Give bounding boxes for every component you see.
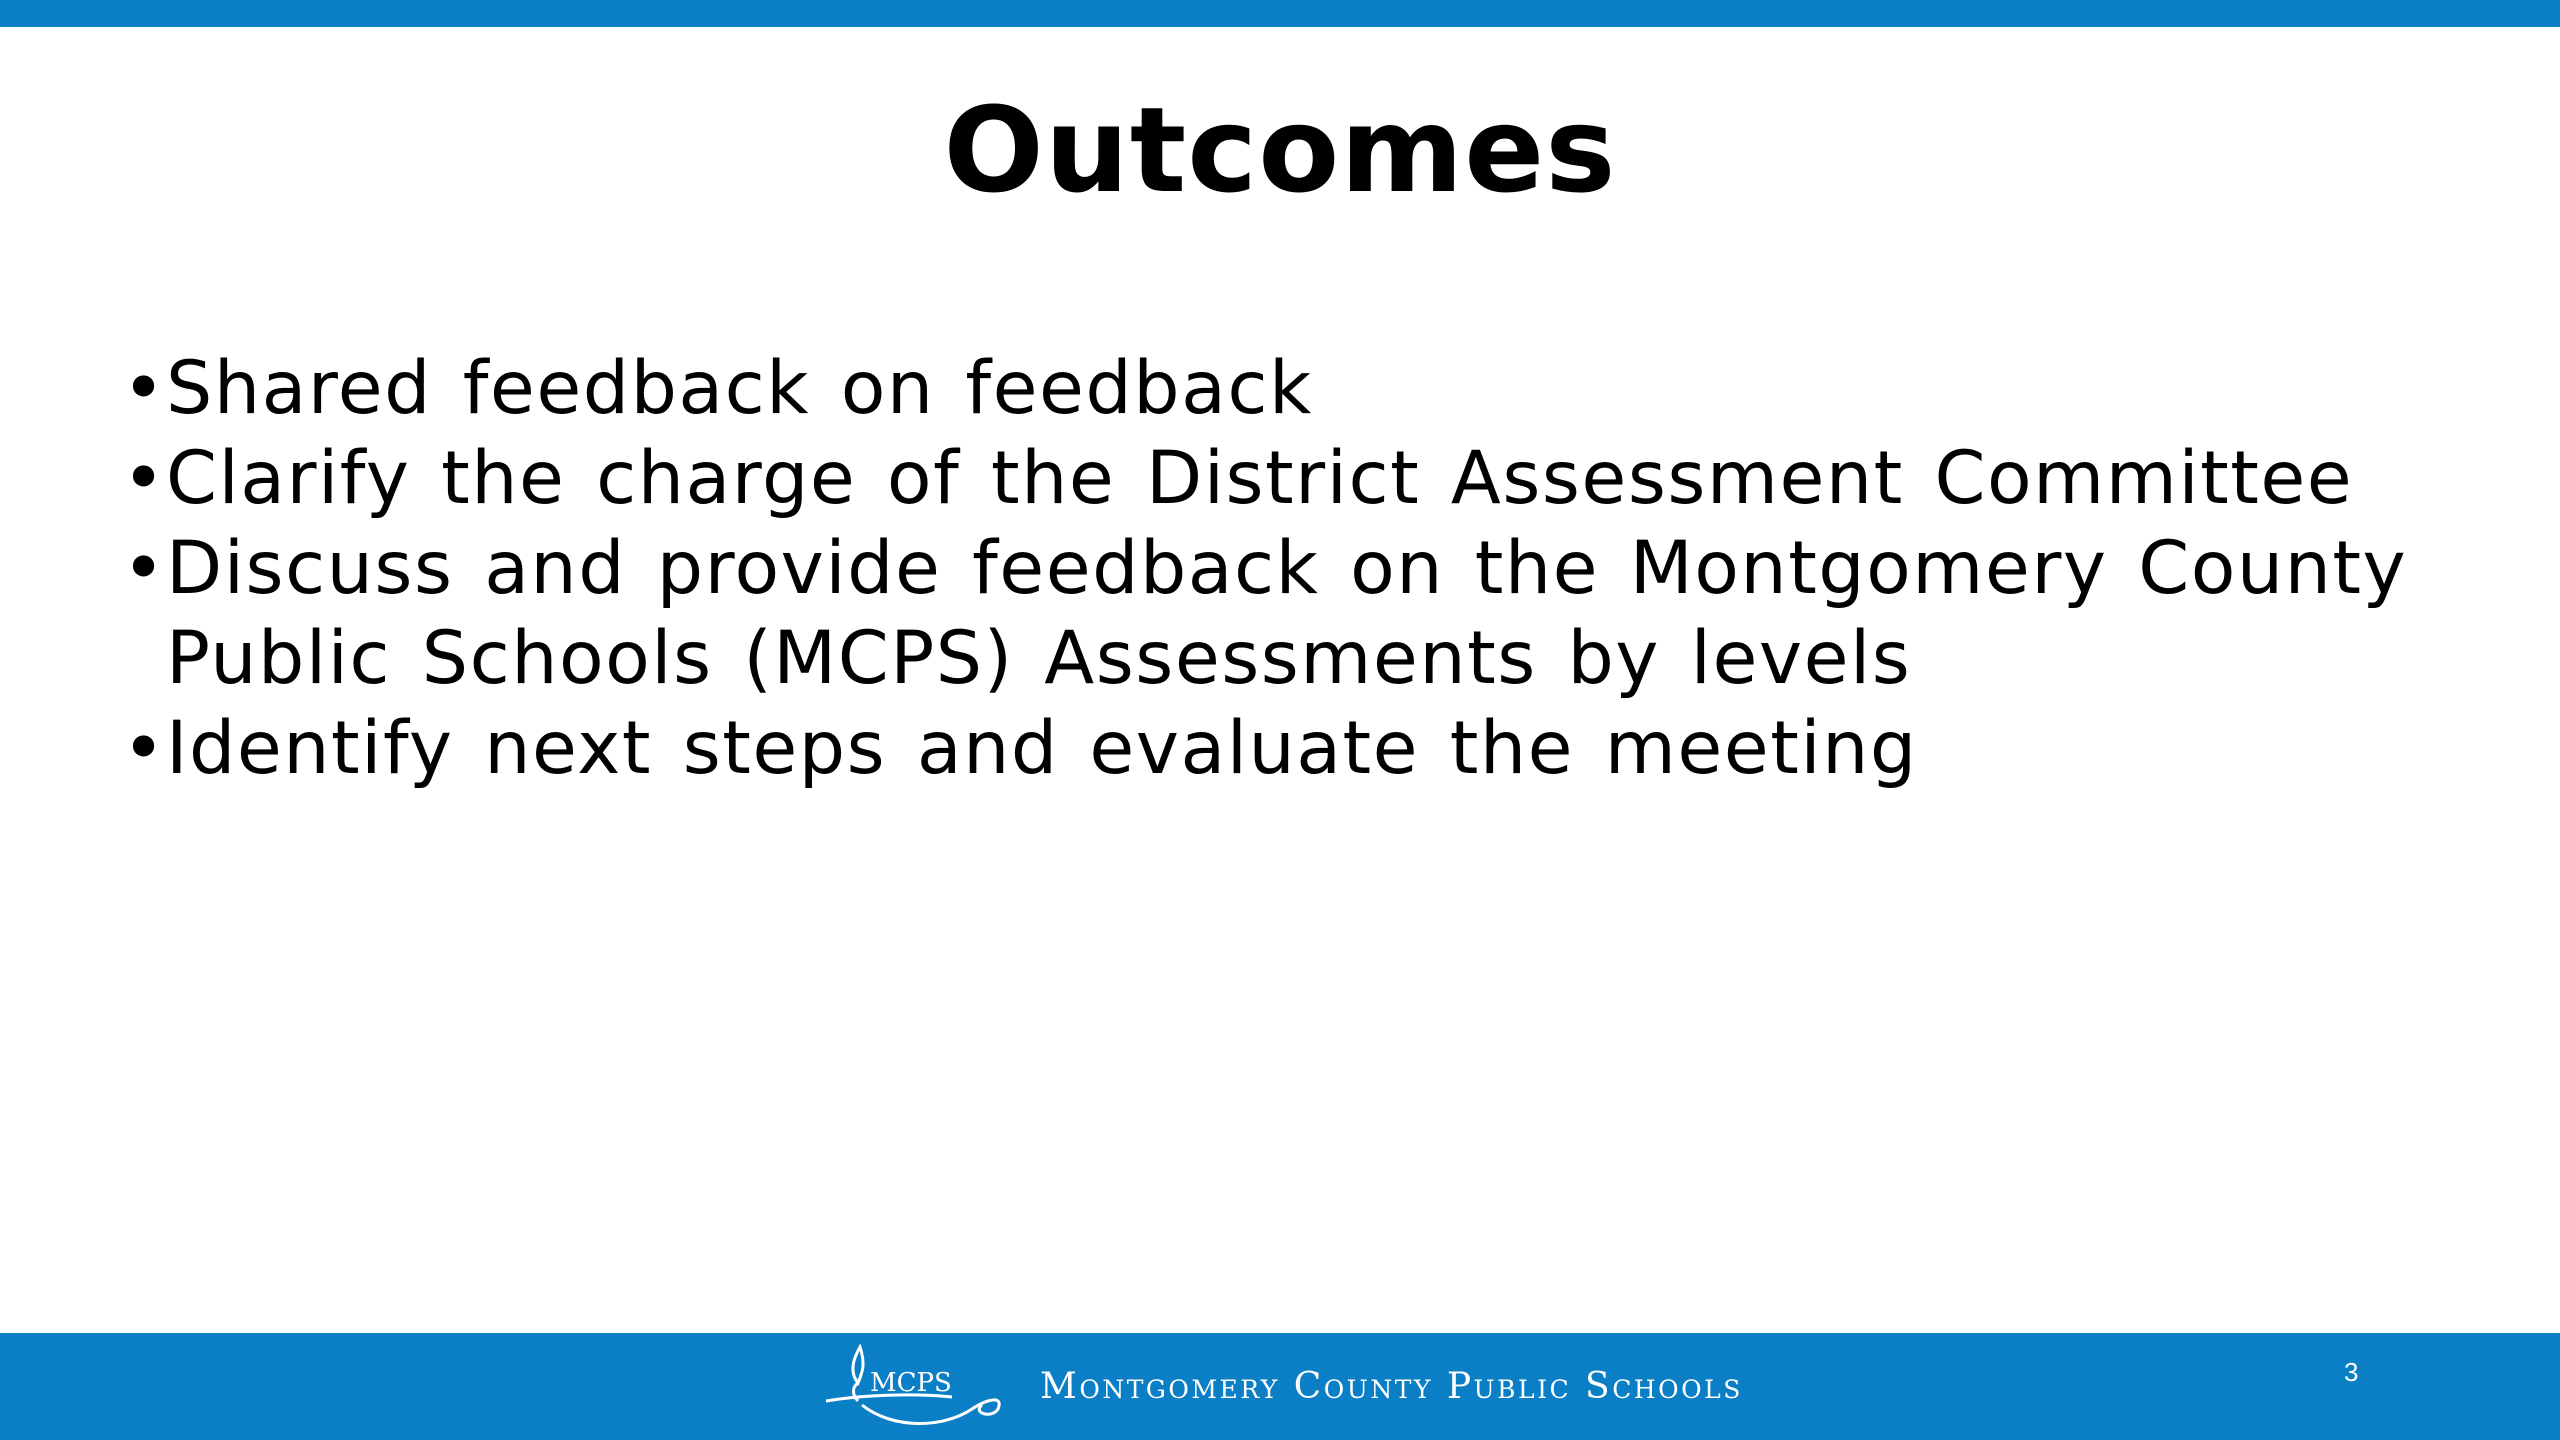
organization-name: Montgomery County Public Schools [1040,1366,1743,1407]
bullet-item [122,434,2502,524]
bullet-item [122,524,2502,704]
bullet-icon: • [122,526,167,611]
bullet-icon: • [122,706,167,791]
bullet-text: Discuss and provide feedback on the Montgomery County Public Schools (MCPS) Assessments by levels [166,526,2408,701]
footer-bar [0,1333,2560,1440]
bullet-icon: • [122,346,167,431]
logo-text: MCPS [870,1368,952,1398]
bullet-text: Shared feedback on feedback [166,346,1313,431]
bullet-icon: • [122,436,167,521]
bullet-item [122,344,2502,434]
top-accent-bar [0,0,2560,27]
slide-title: Outcomes [943,81,1617,219]
bullet-list [122,344,2502,794]
bullet-text: Identify next steps and evaluate the meeting [166,706,1918,791]
mcps-flame-logo-icon [822,1343,1012,1433]
bullet-text: Clarify the charge of the District Assessment Committee [166,436,2354,521]
page-number: 3 [2344,1357,2359,1387]
bullet-item [122,704,2502,794]
